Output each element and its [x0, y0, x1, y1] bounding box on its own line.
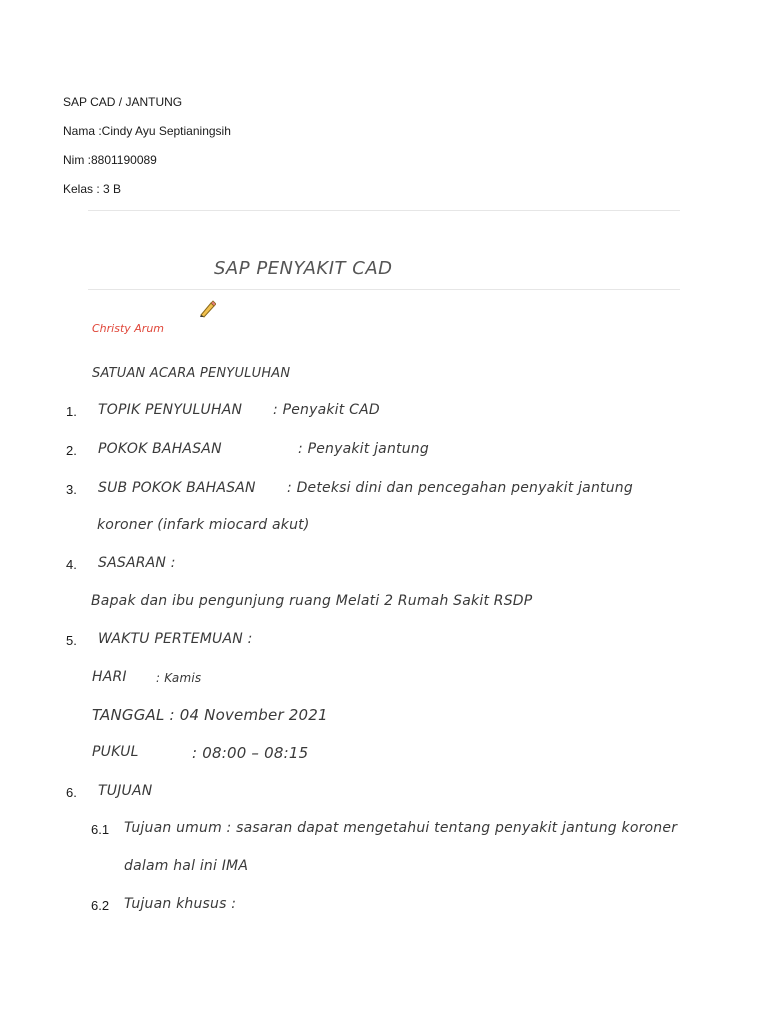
item-5-label: WAKTU PERTEMUAN :: [98, 631, 253, 647]
hari-label: HARI: [92, 669, 127, 685]
intro-heading: SATUAN ACARA PENYULUHAN: [92, 366, 291, 381]
item-3-label: SUB POKOK BAHASAN: [98, 480, 256, 496]
header-name: Nama :Cindy Ayu Septianingsih: [63, 124, 231, 138]
author-name: Christy Arum: [92, 322, 165, 335]
item-1-value: : Penyakit CAD: [273, 402, 380, 418]
subitem-number-6-2: 6.2: [91, 898, 110, 913]
tanggal-line: TANGGAL : 04 November 2021: [92, 706, 328, 724]
page-title: SAP PENYAKIT CAD: [214, 258, 393, 279]
header-course: SAP CAD / JANTUNG: [63, 95, 183, 109]
item-number-6: 6.: [66, 785, 77, 800]
subitem-6-1-continuation: dalam hal ini IMA: [124, 858, 249, 874]
hari-value: : Kamis: [156, 671, 202, 685]
item-number-1: 1.: [66, 404, 77, 419]
pukul-value: : 08:00 – 08:15: [192, 744, 309, 762]
item-1-label: TOPIK PENYULUHAN: [98, 402, 243, 418]
pukul-label: PUKUL: [92, 744, 139, 760]
divider-title: [88, 289, 680, 290]
item-3-value: : Deteksi dini dan pencegahan penyakit jantung: [287, 480, 633, 496]
item-3-continuation: koroner (infark miocard akut): [97, 517, 310, 533]
item-number-2: 2.: [66, 443, 77, 458]
header-nim: Nim :8801190089: [63, 153, 157, 167]
item-2-label: POKOK BAHASAN: [98, 441, 222, 457]
item-number-4: 4.: [66, 557, 77, 572]
item-number-5: 5.: [66, 633, 77, 648]
item-number-3: 3.: [66, 482, 77, 497]
header-class: Kelas : 3 B: [63, 182, 122, 196]
item-2-value: : Penyakit jantung: [298, 441, 429, 457]
subitem-number-6-1: 6.1: [91, 822, 110, 837]
item-4-value: Bapak dan ibu pengunjung ruang Melati 2 Rumah Sakit RSDP: [91, 593, 533, 609]
subitem-6-2-text: Tujuan khusus :: [124, 896, 237, 912]
subitem-6-1-text: Tujuan umum : sasaran dapat mengetahui tentang penyakit jantung koroner: [124, 820, 678, 836]
item-4-label: SASARAN :: [98, 555, 176, 571]
pencil-icon: [198, 300, 216, 318]
divider-top: [88, 210, 680, 211]
item-6-label: TUJUAN: [98, 783, 153, 799]
